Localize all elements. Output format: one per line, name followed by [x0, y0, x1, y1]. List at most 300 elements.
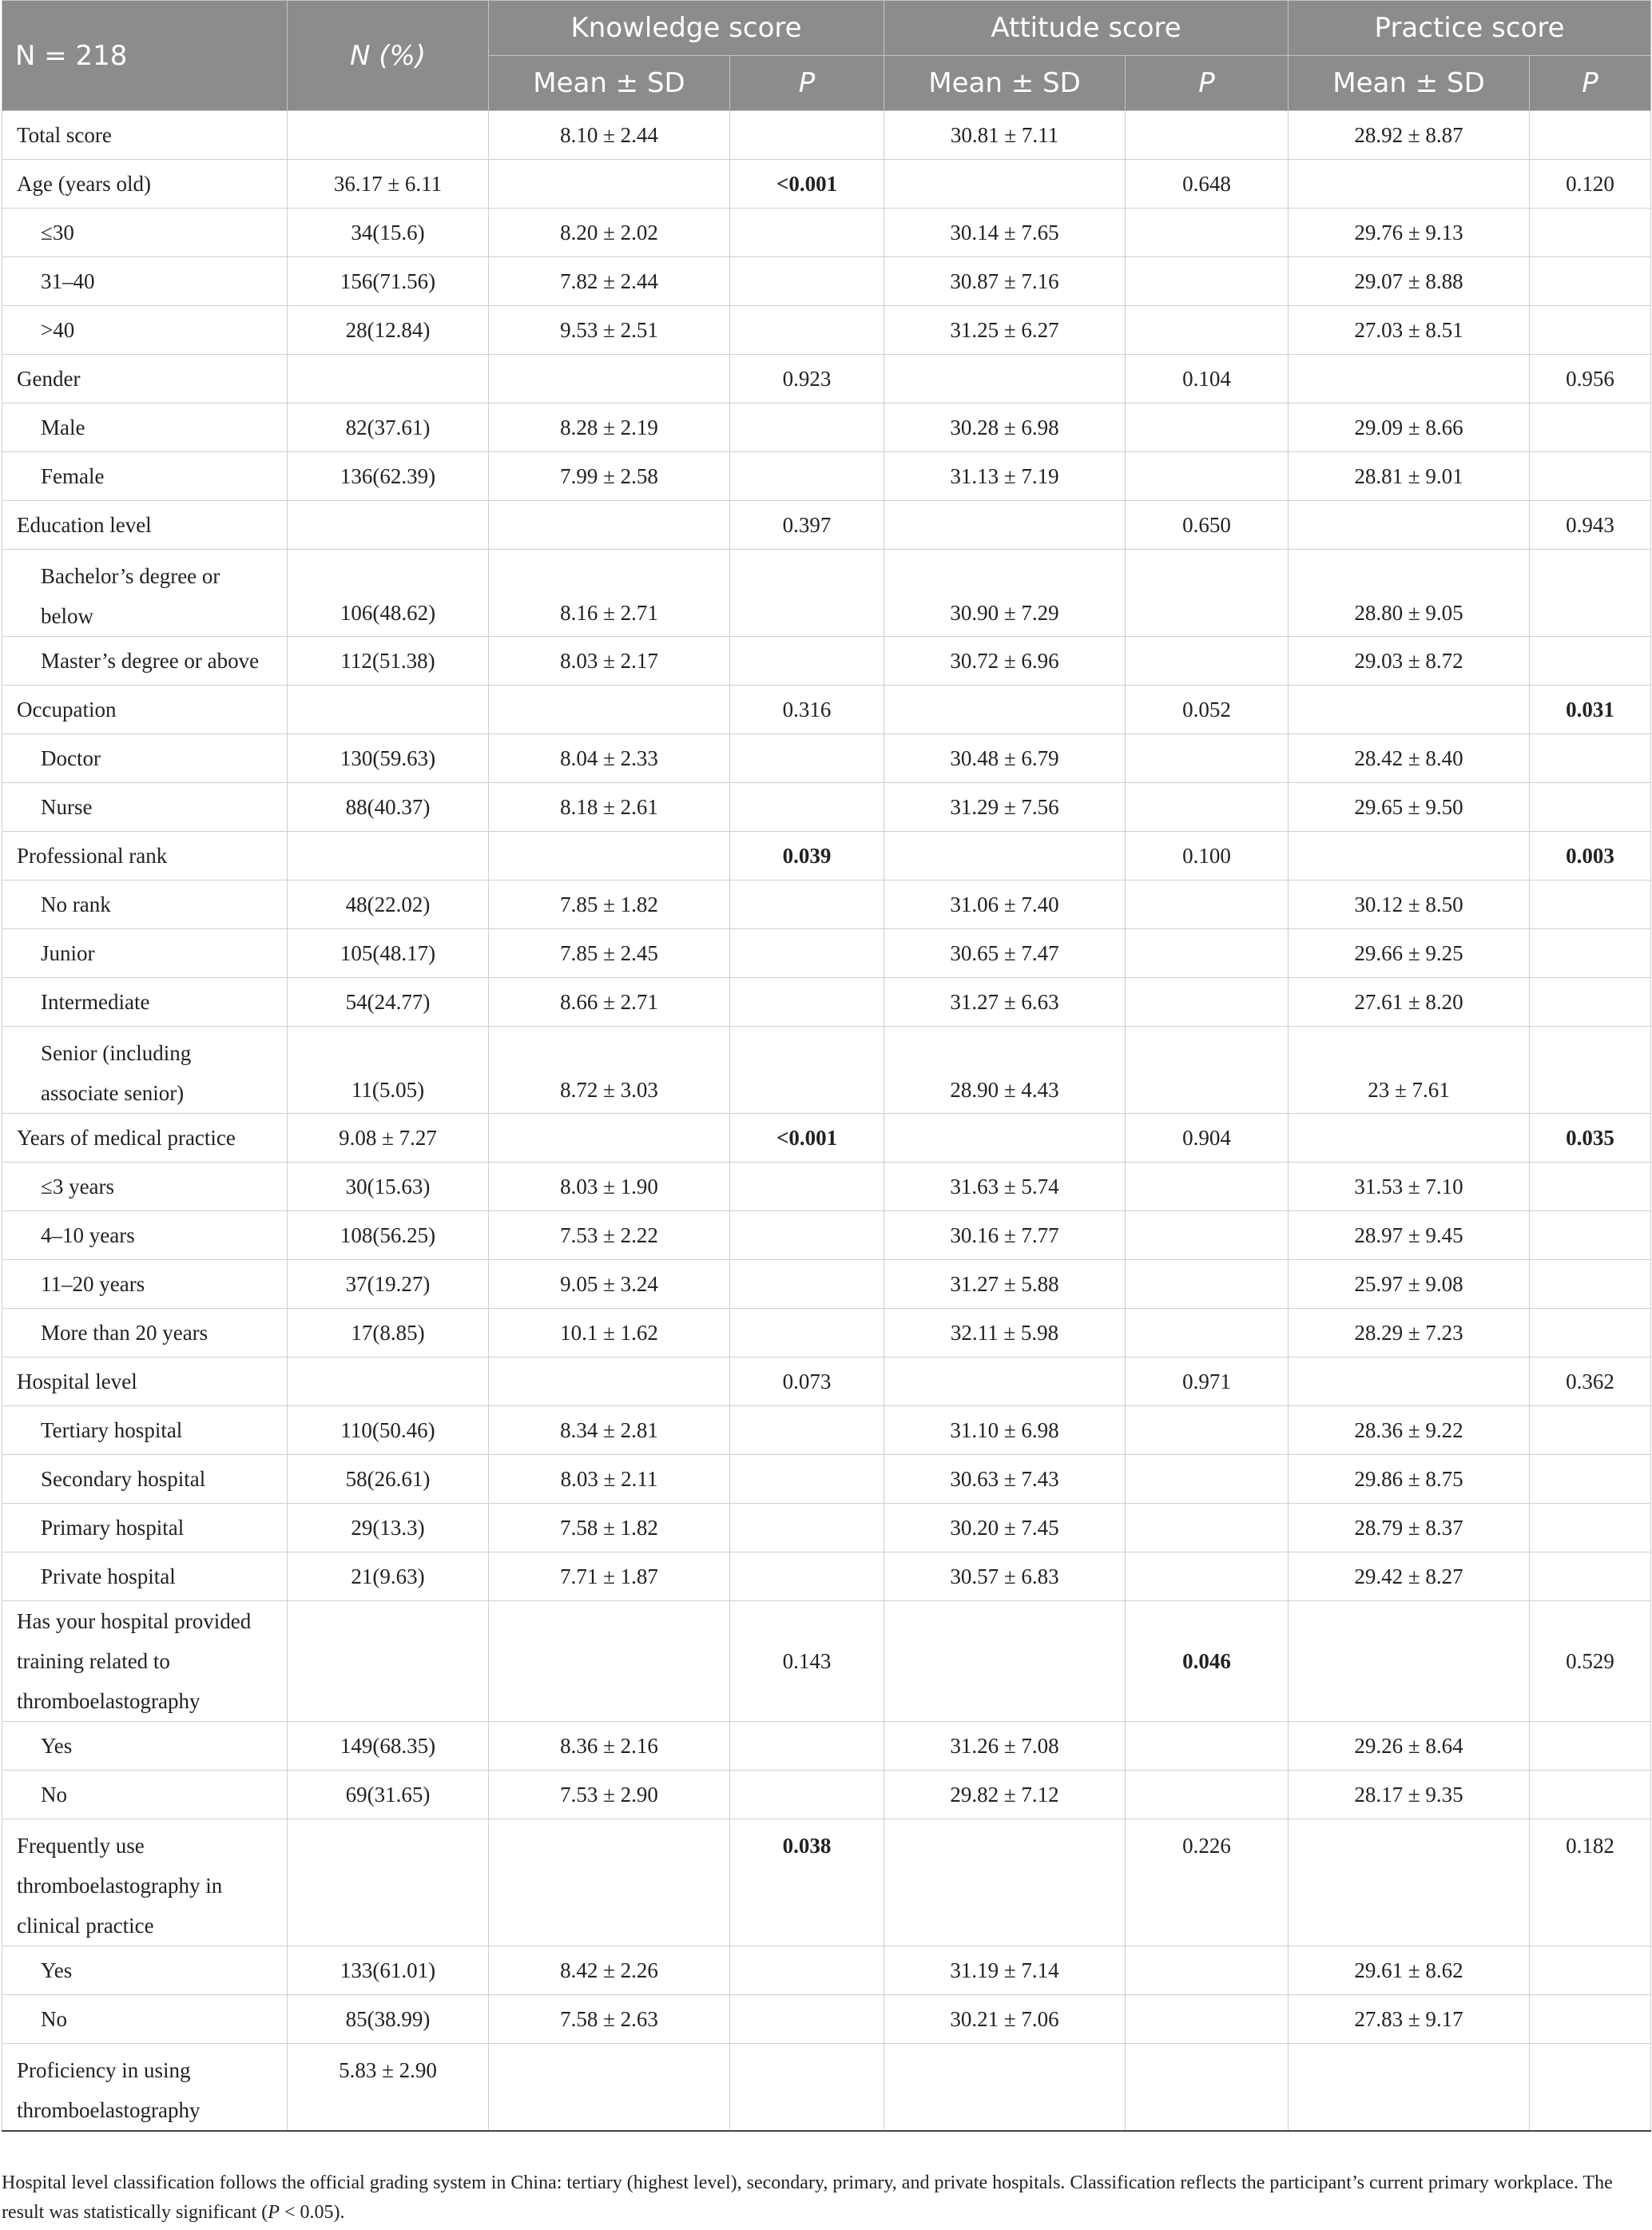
knowledge-p-cell [730, 1722, 884, 1771]
knowledge-p-cell [730, 1995, 884, 2044]
knowledge-mean-sd-cell: 8.03 ± 1.90 [489, 1163, 730, 1211]
knowledge-p-cell: 0.073 [730, 1357, 884, 1406]
practice-mean-sd-cell: 25.97 ± 9.08 [1289, 1260, 1530, 1309]
table-row [2, 1357, 1651, 1406]
attitude-mean-sd-cell: 31.25 ± 6.27 [884, 306, 1126, 355]
row-label-cell: Hospital level [2, 1357, 288, 1406]
knowledge-p-cell [730, 637, 884, 686]
knowledge-mean-sd-cell [489, 160, 730, 209]
table-row [2, 160, 1651, 209]
table-row [2, 1114, 1651, 1163]
knowledge-p-cell [730, 1455, 884, 1504]
knowledge-p-cell: <0.001 [730, 160, 884, 209]
attitude-p-cell [1126, 1406, 1289, 1455]
n-percent-cell: 36.17 ± 6.11 [288, 160, 489, 209]
attitude-mean-sd-cell [884, 1357, 1126, 1406]
attitude-p-cell [1126, 783, 1289, 832]
knowledge-p-cell [730, 734, 884, 783]
row-label-cell: Years of medical practice [2, 1114, 288, 1163]
attitude-mean-sd-cell: 31.10 ± 6.98 [884, 1406, 1126, 1455]
attitude-p-cell [1126, 403, 1289, 452]
practice-p-cell [1530, 1455, 1651, 1504]
practice-p-cell [1530, 978, 1651, 1027]
header-attitude-score: Attitude score [884, 1, 1289, 56]
table-row [2, 783, 1651, 832]
attitude-p-cell: 0.904 [1126, 1114, 1289, 1163]
practice-p-cell [1530, 1946, 1651, 1995]
practice-p-cell: 0.529 [1530, 1601, 1651, 1722]
knowledge-p-cell [730, 783, 884, 832]
header-sample-size: N = 218 [2, 1, 288, 111]
attitude-p-cell: 0.971 [1126, 1357, 1289, 1406]
knowledge-mean-sd-cell: 7.58 ± 1.82 [489, 1504, 730, 1552]
n-percent-cell: 58(26.61) [288, 1455, 489, 1504]
attitude-mean-sd-cell [884, 355, 1126, 403]
knowledge-p-cell [730, 306, 884, 355]
attitude-mean-sd-cell [884, 1601, 1126, 1722]
header-attitude-mean-sd: Mean ± SD [884, 56, 1126, 111]
row-label-cell: Occupation [2, 686, 288, 734]
attitude-p-cell [1126, 1995, 1289, 2044]
n-percent-cell: 110(50.46) [288, 1406, 489, 1455]
attitude-mean-sd-cell [884, 501, 1126, 550]
knowledge-mean-sd-cell: 7.58 ± 2.63 [489, 1995, 730, 2044]
practice-mean-sd-cell: 29.42 ± 8.27 [1289, 1552, 1530, 1601]
attitude-p-cell [1126, 209, 1289, 257]
knowledge-mean-sd-cell: 8.66 ± 2.71 [489, 978, 730, 1027]
attitude-mean-sd-cell: 30.28 ± 6.98 [884, 403, 1126, 452]
practice-mean-sd-cell: 28.17 ± 9.35 [1289, 1771, 1530, 1819]
row-label-cell: Age (years old) [2, 160, 288, 209]
n-percent-cell: 28(12.84) [288, 306, 489, 355]
attitude-mean-sd-cell: 30.63 ± 7.43 [884, 1455, 1126, 1504]
table-footnote [2, 2168, 1647, 2228]
n-percent-cell: 34(15.6) [288, 209, 489, 257]
table-row [2, 2044, 1651, 2132]
practice-mean-sd-cell [1289, 2044, 1530, 2132]
row-label-cell: 31–40 [2, 257, 288, 306]
practice-p-cell [1530, 1995, 1651, 2044]
attitude-mean-sd-cell: 30.87 ± 7.16 [884, 257, 1126, 306]
table-row [2, 1027, 1651, 1114]
practice-mean-sd-cell [1289, 1357, 1530, 1406]
practice-mean-sd-cell: 29.09 ± 8.66 [1289, 403, 1530, 452]
table-header [2, 1, 1651, 111]
row-label-cell: Proficiency in using thromboelastography [2, 2044, 288, 2132]
practice-p-cell: 0.035 [1530, 1114, 1651, 1163]
practice-mean-sd-cell: 29.66 ± 9.25 [1289, 929, 1530, 978]
attitude-p-cell: 0.046 [1126, 1601, 1289, 1722]
attitude-mean-sd-cell: 29.82 ± 7.12 [884, 1771, 1126, 1819]
knowledge-mean-sd-cell: 8.34 ± 2.81 [489, 1406, 730, 1455]
practice-mean-sd-cell: 28.79 ± 8.37 [1289, 1504, 1530, 1552]
attitude-mean-sd-cell: 30.21 ± 7.06 [884, 1995, 1126, 2044]
knowledge-p-cell [730, 929, 884, 978]
knowledge-p-cell [730, 1260, 884, 1309]
attitude-mean-sd-cell: 31.27 ± 6.63 [884, 978, 1126, 1027]
row-label-cell: Intermediate [2, 978, 288, 1027]
attitude-p-cell [1126, 734, 1289, 783]
row-label-cell: Bachelor’s degree or below [2, 550, 288, 637]
attitude-mean-sd-cell: 30.48 ± 6.79 [884, 734, 1126, 783]
attitude-mean-sd-cell: 32.11 ± 5.98 [884, 1309, 1126, 1357]
knowledge-p-cell [730, 2044, 884, 2132]
table-row [2, 637, 1651, 686]
n-percent-cell [288, 1819, 489, 1946]
n-percent-cell: 105(48.17) [288, 929, 489, 978]
attitude-p-cell [1126, 1309, 1289, 1357]
attitude-mean-sd-cell: 31.19 ± 7.14 [884, 1946, 1126, 1995]
table-row [2, 209, 1651, 257]
knowledge-p-cell [730, 1163, 884, 1211]
practice-mean-sd-cell: 29.07 ± 8.88 [1289, 257, 1530, 306]
knowledge-p-cell [730, 111, 884, 160]
row-label-cell: Education level [2, 501, 288, 550]
table-body [2, 111, 1651, 2132]
knowledge-p-cell [730, 550, 884, 637]
table-row [2, 1309, 1651, 1357]
knowledge-p-cell: 0.316 [730, 686, 884, 734]
n-percent-cell: 88(40.37) [288, 783, 489, 832]
knowledge-mean-sd-cell: 8.03 ± 2.17 [489, 637, 730, 686]
row-label-cell: Junior [2, 929, 288, 978]
footnote-text: Hospital level classification follows the official grading system in China: tertiary (highest level), secondary, primary, and private hospitals. Classification reflects the participant’s current primary workplace. The result was statistically significant ( [2, 2172, 1613, 2223]
practice-p-cell [1530, 734, 1651, 783]
header-knowledge-p: P [730, 56, 884, 111]
knowledge-mean-sd-cell: 7.53 ± 2.22 [489, 1211, 730, 1260]
practice-mean-sd-cell: 27.61 ± 8.20 [1289, 978, 1530, 1027]
n-percent-cell: 37(19.27) [288, 1260, 489, 1309]
table-row [2, 929, 1651, 978]
practice-p-cell [1530, 403, 1651, 452]
row-label-cell: >40 [2, 306, 288, 355]
attitude-p-cell: 0.100 [1126, 832, 1289, 880]
practice-mean-sd-cell [1289, 832, 1530, 880]
n-percent-cell [288, 111, 489, 160]
table-row [2, 1995, 1651, 2044]
knowledge-mean-sd-cell: 10.1 ± 1.62 [489, 1309, 730, 1357]
practice-p-cell [1530, 2044, 1651, 2132]
table-row [2, 1771, 1651, 1819]
knowledge-p-cell: 0.143 [730, 1601, 884, 1722]
practice-p-cell [1530, 1504, 1651, 1552]
row-label-cell: Nurse [2, 783, 288, 832]
table-row [2, 1260, 1651, 1309]
knowledge-mean-sd-cell: 8.20 ± 2.02 [489, 209, 730, 257]
practice-mean-sd-cell [1289, 355, 1530, 403]
attitude-mean-sd-cell: 31.06 ± 7.40 [884, 880, 1126, 929]
attitude-mean-sd-cell [884, 1819, 1126, 1946]
attitude-mean-sd-cell: 30.57 ± 6.83 [884, 1552, 1126, 1601]
table-row [2, 978, 1651, 1027]
practice-mean-sd-cell: 29.76 ± 9.13 [1289, 209, 1530, 257]
knowledge-p-cell [730, 1406, 884, 1455]
table-row [2, 1819, 1651, 1946]
knowledge-p-cell: 0.039 [730, 832, 884, 880]
n-percent-cell [288, 355, 489, 403]
n-percent-cell: 149(68.35) [288, 1722, 489, 1771]
practice-p-cell [1530, 1211, 1651, 1260]
attitude-p-cell [1126, 1771, 1289, 1819]
attitude-mean-sd-cell: 31.26 ± 7.08 [884, 1722, 1126, 1771]
practice-mean-sd-cell: 27.83 ± 9.17 [1289, 1995, 1530, 2044]
knowledge-p-cell: 0.397 [730, 501, 884, 550]
row-label-cell: ≤3 years [2, 1163, 288, 1211]
attitude-mean-sd-cell: 30.65 ± 7.47 [884, 929, 1126, 978]
practice-mean-sd-cell [1289, 501, 1530, 550]
knowledge-mean-sd-cell: 7.85 ± 1.82 [489, 880, 730, 929]
knowledge-p-cell [730, 257, 884, 306]
row-label-cell: Master’s degree or above [2, 637, 288, 686]
table-row [2, 550, 1651, 637]
n-percent-cell: 136(62.39) [288, 452, 489, 501]
attitude-p-cell [1126, 1722, 1289, 1771]
practice-p-cell [1530, 452, 1651, 501]
n-percent-cell [288, 1357, 489, 1406]
practice-p-cell [1530, 257, 1651, 306]
practice-mean-sd-cell [1289, 160, 1530, 209]
knowledge-mean-sd-cell: 7.99 ± 2.58 [489, 452, 730, 501]
n-percent-cell: 133(61.01) [288, 1946, 489, 1995]
table-row [2, 880, 1651, 929]
row-label-cell: Gender [2, 355, 288, 403]
n-percent-cell [288, 1601, 489, 1722]
n-percent-cell: 130(59.63) [288, 734, 489, 783]
practice-p-cell [1530, 550, 1651, 637]
table-row [2, 452, 1651, 501]
header-practice-mean-sd: Mean ± SD [1289, 56, 1530, 111]
n-percent-cell [288, 832, 489, 880]
knowledge-mean-sd-cell: 9.05 ± 3.24 [489, 1260, 730, 1309]
row-label-cell: Total score [2, 111, 288, 160]
table-row [2, 355, 1651, 403]
knowledge-mean-sd-cell [489, 1357, 730, 1406]
attitude-mean-sd-cell: 30.14 ± 7.65 [884, 209, 1126, 257]
practice-mean-sd-cell: 28.81 ± 9.01 [1289, 452, 1530, 501]
kap-score-table [2, 0, 1651, 2132]
table-row [2, 501, 1651, 550]
table-row [2, 1406, 1651, 1455]
knowledge-mean-sd-cell: 7.71 ± 1.87 [489, 1552, 730, 1601]
practice-mean-sd-cell [1289, 1114, 1530, 1163]
table-row [2, 111, 1651, 160]
n-percent-cell: 21(9.63) [288, 1552, 489, 1601]
n-percent-cell: 30(15.63) [288, 1163, 489, 1211]
results-table-container [2, 0, 1650, 2132]
attitude-p-cell [1126, 550, 1289, 637]
knowledge-mean-sd-cell: 8.04 ± 2.33 [489, 734, 730, 783]
n-percent-cell: 82(37.61) [288, 403, 489, 452]
practice-mean-sd-cell [1289, 686, 1530, 734]
knowledge-p-cell [730, 452, 884, 501]
attitude-p-cell: 0.226 [1126, 1819, 1289, 1946]
knowledge-p-cell [730, 978, 884, 1027]
attitude-mean-sd-cell [884, 832, 1126, 880]
knowledge-mean-sd-cell: 7.85 ± 2.45 [489, 929, 730, 978]
practice-mean-sd-cell: 28.97 ± 9.45 [1289, 1211, 1530, 1260]
practice-mean-sd-cell: 31.53 ± 7.10 [1289, 1163, 1530, 1211]
attitude-p-cell [1126, 257, 1289, 306]
knowledge-mean-sd-cell [489, 832, 730, 880]
knowledge-mean-sd-cell: 8.28 ± 2.19 [489, 403, 730, 452]
knowledge-p-cell [730, 1211, 884, 1260]
row-label-cell: Professional rank [2, 832, 288, 880]
attitude-p-cell: 0.648 [1126, 160, 1289, 209]
practice-mean-sd-cell: 28.80 ± 9.05 [1289, 550, 1530, 637]
practice-mean-sd-cell: 28.36 ± 9.22 [1289, 1406, 1530, 1455]
attitude-mean-sd-cell [884, 160, 1126, 209]
practice-p-cell [1530, 1406, 1651, 1455]
n-percent-cell: 9.08 ± 7.27 [288, 1114, 489, 1163]
practice-mean-sd-cell: 29.65 ± 9.50 [1289, 783, 1530, 832]
n-percent-cell: 5.83 ± 2.90 [288, 2044, 489, 2132]
row-label-cell: No rank [2, 880, 288, 929]
attitude-mean-sd-cell: 30.90 ± 7.29 [884, 550, 1126, 637]
row-label-cell: Female [2, 452, 288, 501]
attitude-p-cell [1126, 929, 1289, 978]
attitude-p-cell [1126, 2044, 1289, 2132]
row-label-cell: No [2, 1995, 288, 2044]
attitude-p-cell [1126, 111, 1289, 160]
knowledge-p-cell [730, 1504, 884, 1552]
attitude-p-cell [1126, 1552, 1289, 1601]
practice-p-cell [1530, 111, 1651, 160]
header-knowledge-mean-sd: Mean ± SD [489, 56, 730, 111]
attitude-mean-sd-cell: 31.63 ± 5.74 [884, 1163, 1126, 1211]
knowledge-mean-sd-cell: 9.53 ± 2.51 [489, 306, 730, 355]
row-label-cell: More than 20 years [2, 1309, 288, 1357]
knowledge-mean-sd-cell [489, 355, 730, 403]
table-row [2, 306, 1651, 355]
practice-mean-sd-cell: 29.03 ± 8.72 [1289, 637, 1530, 686]
row-label-cell: 4–10 years [2, 1211, 288, 1260]
practice-p-cell: 0.120 [1530, 160, 1651, 209]
n-percent-cell [288, 501, 489, 550]
table-row [2, 257, 1651, 306]
attitude-p-cell [1126, 306, 1289, 355]
attitude-mean-sd-cell [884, 2044, 1126, 2132]
attitude-p-cell [1126, 1211, 1289, 1260]
attitude-p-cell [1126, 637, 1289, 686]
practice-p-cell: 0.362 [1530, 1357, 1651, 1406]
attitude-p-cell: 0.650 [1126, 501, 1289, 550]
knowledge-mean-sd-cell [489, 501, 730, 550]
attitude-p-cell [1126, 1027, 1289, 1114]
knowledge-mean-sd-cell [489, 1819, 730, 1946]
knowledge-p-cell [730, 1027, 884, 1114]
attitude-mean-sd-cell: 31.27 ± 5.88 [884, 1260, 1126, 1309]
practice-p-cell [1530, 1309, 1651, 1357]
attitude-mean-sd-cell: 30.72 ± 6.96 [884, 637, 1126, 686]
attitude-mean-sd-cell: 31.29 ± 7.56 [884, 783, 1126, 832]
knowledge-mean-sd-cell: 8.16 ± 2.71 [489, 550, 730, 637]
n-percent-cell: 17(8.85) [288, 1309, 489, 1357]
n-percent-cell: 54(24.77) [288, 978, 489, 1027]
practice-mean-sd-cell: 29.26 ± 8.64 [1289, 1722, 1530, 1771]
row-label-cell: Primary hospital [2, 1504, 288, 1552]
knowledge-p-cell: 0.923 [730, 355, 884, 403]
table-row [2, 832, 1651, 880]
n-percent-cell: 112(51.38) [288, 637, 489, 686]
table-row [2, 403, 1651, 452]
row-label-cell: Male [2, 403, 288, 452]
knowledge-p-cell: <0.001 [730, 1114, 884, 1163]
knowledge-p-cell [730, 1771, 884, 1819]
practice-mean-sd-cell: 28.29 ± 7.23 [1289, 1309, 1530, 1357]
practice-p-cell [1530, 1163, 1651, 1211]
knowledge-p-cell [730, 1552, 884, 1601]
header-attitude-p: P [1126, 56, 1289, 111]
attitude-p-cell [1126, 1455, 1289, 1504]
practice-mean-sd-cell: 27.03 ± 8.51 [1289, 306, 1530, 355]
knowledge-mean-sd-cell [489, 1114, 730, 1163]
n-percent-cell: 69(31.65) [288, 1771, 489, 1819]
knowledge-p-cell [730, 880, 884, 929]
header-knowledge-score: Knowledge score [489, 1, 884, 56]
practice-p-cell [1530, 306, 1651, 355]
knowledge-mean-sd-cell: 8.42 ± 2.26 [489, 1946, 730, 1995]
table-row [2, 686, 1651, 734]
practice-p-cell [1530, 1260, 1651, 1309]
practice-p-cell [1530, 783, 1651, 832]
footnote-p-symbol: P [268, 2202, 280, 2223]
attitude-p-cell [1126, 978, 1289, 1027]
table-row [2, 1601, 1651, 1722]
practice-mean-sd-cell: 28.92 ± 8.87 [1289, 111, 1530, 160]
attitude-p-cell [1126, 1504, 1289, 1552]
knowledge-p-cell [730, 403, 884, 452]
row-label-cell: Doctor [2, 734, 288, 783]
practice-p-cell [1530, 880, 1651, 929]
practice-mean-sd-cell [1289, 1819, 1530, 1946]
table-row [2, 1946, 1651, 1995]
row-label-cell: Has your hospital provided training related to thromboelastography [2, 1601, 288, 1722]
practice-p-cell [1530, 1722, 1651, 1771]
practice-mean-sd-cell: 23 ± 7.61 [1289, 1027, 1530, 1114]
attitude-p-cell [1126, 880, 1289, 929]
attitude-mean-sd-cell: 30.81 ± 7.11 [884, 111, 1126, 160]
knowledge-mean-sd-cell: 8.36 ± 2.16 [489, 1722, 730, 1771]
practice-mean-sd-cell: 30.12 ± 8.50 [1289, 880, 1530, 929]
practice-p-cell: 0.956 [1530, 355, 1651, 403]
table-row [2, 1504, 1651, 1552]
practice-p-cell [1530, 1552, 1651, 1601]
attitude-mean-sd-cell: 31.13 ± 7.19 [884, 452, 1126, 501]
header-practice-score: Practice score [1289, 1, 1651, 56]
practice-mean-sd-cell: 28.42 ± 8.40 [1289, 734, 1530, 783]
knowledge-mean-sd-cell: 8.18 ± 2.61 [489, 783, 730, 832]
knowledge-p-cell [730, 209, 884, 257]
attitude-p-cell [1126, 1260, 1289, 1309]
n-percent-cell: 11(5.05) [288, 1027, 489, 1114]
practice-p-cell [1530, 1771, 1651, 1819]
table-row [2, 1455, 1651, 1504]
knowledge-p-cell [730, 1946, 884, 1995]
practice-mean-sd-cell: 29.61 ± 8.62 [1289, 1946, 1530, 1995]
row-label-cell: Yes [2, 1722, 288, 1771]
row-label-cell: Senior (including associate senior) [2, 1027, 288, 1114]
header-practice-p: P [1530, 56, 1651, 111]
n-percent-cell: 156(71.56) [288, 257, 489, 306]
knowledge-mean-sd-cell: 8.72 ± 3.03 [489, 1027, 730, 1114]
practice-p-cell [1530, 637, 1651, 686]
attitude-mean-sd-cell: 28.90 ± 4.43 [884, 1027, 1126, 1114]
knowledge-p-cell: 0.038 [730, 1819, 884, 1946]
n-percent-cell: 108(56.25) [288, 1211, 489, 1260]
n-percent-cell: 106(48.62) [288, 550, 489, 637]
practice-p-cell [1530, 209, 1651, 257]
table-row [2, 734, 1651, 783]
